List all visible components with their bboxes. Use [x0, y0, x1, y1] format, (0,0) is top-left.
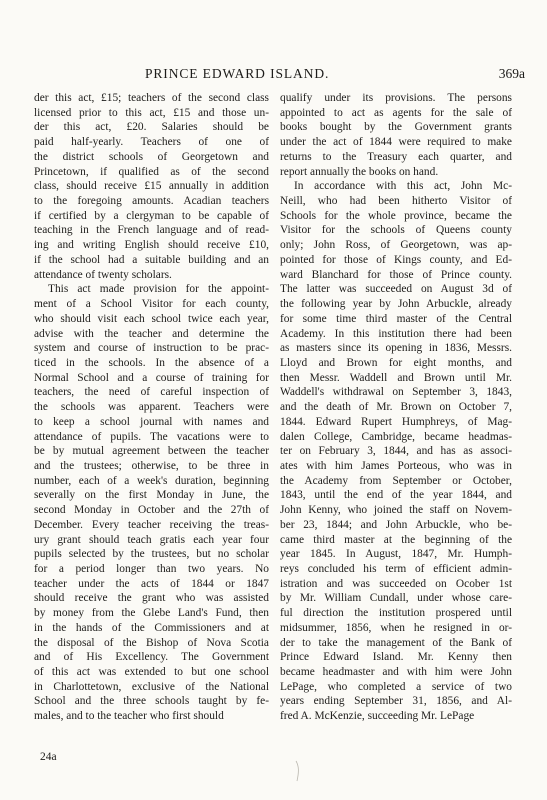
text-line: in the hands of the Commissioners and at [34, 621, 269, 634]
text-line: males, and to the teacher who first should [34, 710, 224, 723]
text-line: midsummer, 1856, when he resigned in or- [280, 621, 512, 634]
text-line: ury grant should teach gratis each year four [34, 533, 269, 546]
text-line: in Charlottetown, exclusive of the National [34, 680, 269, 693]
text-line: Prince Edward Island. Mr. Kenny then [280, 651, 512, 664]
text-line: teaching in the French language and of read- [34, 224, 269, 237]
text-line: Neill, who had been hitherto Visitor of [280, 195, 512, 208]
text-line: Visitor for the schools of Queens county [280, 224, 512, 237]
text-line: Schools for the whole province, became the [280, 209, 512, 222]
text-line: ates with him James Porteous, who was in [280, 459, 512, 472]
text-line: advise with the teacher and determine the [34, 327, 269, 340]
text-line: pupils selected by the trustees, but no scholar [34, 548, 269, 561]
text-line: teacher under the acts of 1844 or 1847 [34, 577, 269, 590]
signature-mark: 24a [40, 751, 57, 763]
text-line: by Mr. William Cundall, under whose care- [280, 592, 512, 605]
text-line: ing and writing English should receive £10, [34, 239, 269, 252]
text-line: became headmaster and with him were John [280, 666, 512, 679]
text-line: ment of a School Visitor for each county, [34, 298, 269, 311]
text-line: School and the three schools taught by fe- [34, 695, 269, 708]
text-line: as masters since its opening in 1836, Messrs. [280, 342, 512, 355]
text-line: licensed prior to this act, £15 and those un- [34, 106, 269, 119]
text-line: Academy. In this institution there had been [280, 327, 512, 340]
text-line: to the foregoing amounts. Acadian teachers [34, 195, 269, 208]
text-line: by money from the Glebe Land's Fund, then [34, 607, 269, 620]
text-line: attendance of pupils. The vacations were to [34, 430, 269, 443]
left-text-column [34, 91, 269, 724]
text-line: der this act, £20. Salaries should be [34, 121, 269, 134]
text-line: year 1845. In August, 1847, Mr. Humph- [280, 548, 512, 561]
text-line: and the death of Mr. Brown on October 7, [280, 401, 512, 414]
running-title: PRINCE EDWARD ISLAND. [145, 66, 330, 81]
text-line: John Kenny, who joined the staff on Novem- [280, 504, 512, 517]
text-line: LePage, who completed a service of two [280, 680, 512, 693]
text-line: under the act of 1844 were required to make [280, 136, 512, 149]
text-line: dalen College, Cambridge, became headmas- [280, 430, 512, 443]
text-line: class, should receive £15 annually in addition [34, 180, 269, 193]
text-line: Normal School and a course of training for [34, 371, 269, 384]
text-line: attendance of twenty scholars. [34, 268, 172, 281]
text-line: returns to the Treasury each quarter, and [280, 150, 512, 163]
text-line: severally on the first Monday in June, the [34, 489, 269, 502]
text-line: The latter was succeeded on August 3d of [280, 283, 512, 296]
text-line: In accordance with this act, John Mc- [294, 180, 512, 193]
text-line: 1844. Edward Rupert Humphreys, of Mag- [280, 415, 512, 428]
text-line: then Messr. Waddell and Brown until Mr. [280, 371, 512, 384]
text-line: Waddell's withdrawal on September 3, 1843, [280, 386, 512, 399]
text-line: the disposal of the Bishop of Nova Scotia [34, 636, 269, 649]
text-line: to keep a school journal with names and [34, 415, 269, 428]
text-line: der to take the management of the Bank of [280, 636, 512, 649]
text-line: and of His Excellency. The Government [34, 651, 269, 664]
text-line: der this act, £15; teachers of the second class [34, 92, 269, 104]
text-line: came third master at the beginning of the [280, 533, 512, 546]
text-line: and the trustees; otherwise, to be three in [34, 459, 269, 472]
text-line: teachers, the need of careful inspection of [34, 386, 269, 399]
text-line: fred A. McKenzie, succeeding Mr. LePage [280, 710, 475, 723]
text-line: ward Blanchard for those of Prince county. [280, 268, 512, 281]
text-line: paid half-yearly. Teachers of one of [34, 136, 269, 149]
text-line: ber 23, 1844; and John Arbuckle, who be- [280, 518, 512, 531]
text-line: for a period longer than two years. No [34, 563, 269, 575]
text-line: the district schools of Georgetown and [34, 150, 269, 163]
text-line: system and course of instruction to be prac- [34, 342, 269, 355]
text-line: appointed to act as agents for the sale of [280, 106, 512, 119]
text-line: istration and was succeeded on Ocober 1st [280, 577, 512, 590]
text-line: reys concluded his term of efficient admin- [280, 563, 512, 575]
text-line: ful direction the institution prospered until [280, 607, 512, 620]
text-line: the following year by John Arbuckle, already [280, 298, 512, 311]
text-line: ter on February 3, 1844, and has as associ- [280, 445, 512, 458]
text-line: only; John Ross, of Georgetown, was ap- [280, 239, 512, 252]
page-header [130, 66, 525, 86]
right-text-column [280, 91, 512, 724]
text-line: the schools was apparent. Teachers were [34, 401, 269, 414]
text-line: books bought by the Government grants [280, 121, 512, 134]
text-line: be by mutual agreement between the teacher [34, 445, 269, 458]
text-line: 1843, until the end of the year 1844, and [280, 489, 512, 502]
text-line: pointed for those of Kings county, and Ed- [280, 253, 512, 266]
pencil-mark [294, 760, 302, 782]
text-line: Princetown, if qualified as of the second [34, 165, 269, 178]
text-line: if the school had a suitable building and an [34, 253, 269, 266]
text-line: for some time third master of the Central [280, 312, 512, 325]
text-line: qualify under its provisions. The persons [280, 92, 512, 104]
text-line: years ending September 31, 1856, and Al- [280, 695, 512, 708]
text-line: number, each of a week's duration, beginning [34, 474, 269, 487]
text-line: the Academy from September or October, [280, 474, 512, 487]
text-line: This act made provision for the appoint- [48, 283, 269, 296]
text-line: Lloyd and Brown for eight months, and [280, 356, 512, 369]
page-number: 369a [498, 66, 525, 81]
text-line: if certified by a clergyman to be capable of [34, 209, 269, 222]
text-line: of this act was extended to but one school [34, 666, 269, 679]
text-line: December. Every teacher receiving the treas- [34, 518, 269, 531]
text-line: should receive the grant who was assisted [34, 592, 269, 605]
text-line: second Monday in October and the 27th of [34, 504, 269, 517]
text-line: ticed in the schools. In the absence of a [34, 356, 269, 369]
text-line: report annually the books on hand. [280, 165, 439, 178]
text-line: who should visit each school twice each year, [34, 312, 269, 325]
